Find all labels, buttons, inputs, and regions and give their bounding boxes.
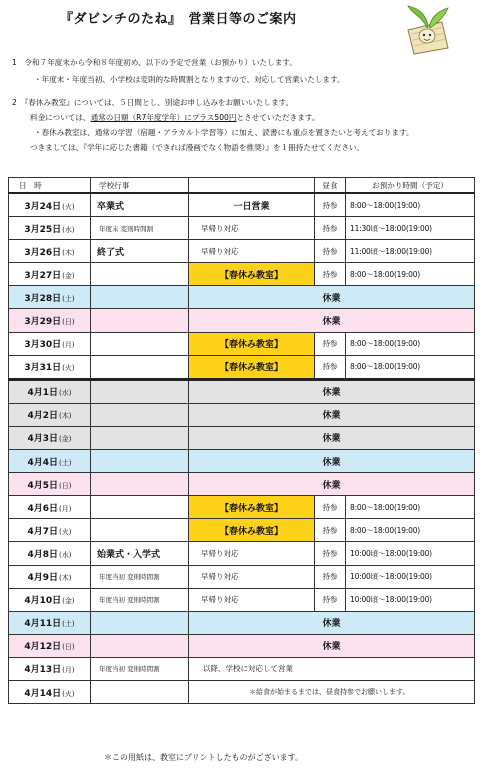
date-cell xyxy=(9,565,91,588)
hours-cell: 11:30頃～18:00(19:00) xyxy=(346,217,475,240)
school-event-cell: 年度末 変則時間割 xyxy=(91,217,189,240)
date-cell xyxy=(9,496,91,519)
header-lunch: 昼食 xyxy=(315,178,346,194)
date-cell xyxy=(9,240,91,263)
school-event-cell: 始業式・入学式 xyxy=(91,542,189,565)
operation-cell: 早帰り対応 xyxy=(189,588,315,611)
lunch-cell: 持参 xyxy=(315,355,346,379)
table-row xyxy=(9,657,475,680)
date-cell xyxy=(9,542,91,565)
weekday-text: (火) xyxy=(62,202,75,211)
table-row xyxy=(9,403,475,426)
weekday-text: (日) xyxy=(62,318,75,327)
date-text: 4月6日 xyxy=(27,503,59,514)
weekday-text: (火) xyxy=(59,527,72,536)
weekday-text: (土) xyxy=(62,294,75,303)
table-row xyxy=(9,217,475,240)
closed-cell: 休業 xyxy=(189,286,475,309)
hours-cell: 10:00頃～18:00(19:00) xyxy=(346,588,475,611)
school-event-cell: 年度当初 変則時間割 xyxy=(91,565,189,588)
table-row xyxy=(9,450,475,473)
date-text: 4月13日 xyxy=(24,665,62,676)
weekday-text: (水) xyxy=(62,225,75,234)
lunch-cell: 持参 xyxy=(315,193,346,217)
lunch-cell: 持参 xyxy=(315,263,346,286)
operation-cell: ＊給食が始まるまでは、昼食持参でお願いします。 xyxy=(189,680,475,703)
page-title: 『ダビンチのたね』 営業日等のご案内 xyxy=(60,12,297,27)
intro-item-2-note: ・春休み教室は、通常の学習（宿題・アラカルト学習等）に加え、読書にも重点を置きたいと考えております。 xyxy=(34,128,414,137)
date-cell xyxy=(9,426,91,449)
weekday-text: (金) xyxy=(62,271,75,280)
date-text: 4月9日 xyxy=(27,573,59,584)
lunch-cell: 持参 xyxy=(315,332,346,355)
school-event-cell xyxy=(91,496,189,519)
weekday-text: (水) xyxy=(59,550,72,559)
weekday-text: (金) xyxy=(59,435,72,444)
school-event-cell: 終了式 xyxy=(91,240,189,263)
school-event-cell xyxy=(91,611,189,634)
header-school-event: 学校行事 xyxy=(91,178,189,194)
weekday-text: (土) xyxy=(62,620,75,629)
table-row xyxy=(9,309,475,332)
spring-class-cell: 【春休み教室】 xyxy=(189,332,315,355)
fee-suffix: とさせていただきます。 xyxy=(236,113,320,122)
school-event-cell xyxy=(91,403,189,426)
hours-cell: 8:00～18:00(19:00) xyxy=(346,355,475,379)
date-cell xyxy=(9,450,91,473)
hours-cell: 8:00～18:00(19:00) xyxy=(346,193,475,217)
closed-cell: 休業 xyxy=(189,403,475,426)
weekday-text: (月) xyxy=(62,341,75,350)
hours-cell: 8:00～18:00(19:00) xyxy=(346,263,475,286)
operation-cell: 早帰り対応 xyxy=(189,565,315,588)
weekday-text: (月) xyxy=(62,666,75,675)
weekday-text: (木) xyxy=(62,248,75,257)
schedule-rows xyxy=(9,193,475,704)
date-cell xyxy=(9,379,91,403)
date-text: 4月10日 xyxy=(24,596,62,607)
weekday-text: (日) xyxy=(62,643,75,652)
spring-class-cell: 【春休み教室】 xyxy=(189,519,315,542)
spring-class-cell: 【春休み教室】 xyxy=(189,263,315,286)
closed-cell: 休業 xyxy=(189,426,475,449)
weekday-text: (木) xyxy=(59,412,72,421)
school-event-cell xyxy=(91,426,189,449)
table-row xyxy=(9,355,475,379)
weekday-text: (日) xyxy=(59,481,72,490)
school-event-cell xyxy=(91,309,189,332)
date-cell xyxy=(9,263,91,286)
header-hours: お預かり時間（予定） xyxy=(346,178,475,194)
intro-item-2-fee xyxy=(30,112,319,124)
date-cell xyxy=(9,217,91,240)
date-cell xyxy=(9,657,91,680)
table-row xyxy=(9,496,475,519)
table-row xyxy=(9,240,475,263)
hours-cell: 10:00頃～18:00(19:00) xyxy=(346,565,475,588)
date-cell xyxy=(9,634,91,657)
date-cell xyxy=(9,588,91,611)
lunch-cell: 持参 xyxy=(315,542,346,565)
date-text: 3月26日 xyxy=(24,247,62,258)
date-text: 3月29日 xyxy=(24,317,62,328)
date-text: 4月1日 xyxy=(27,388,59,399)
table-row xyxy=(9,426,475,449)
closed-cell: 休業 xyxy=(189,309,475,332)
closed-cell: 休業 xyxy=(189,450,475,473)
table-row xyxy=(9,473,475,496)
header-date: 日 時 xyxy=(9,178,91,194)
lunch-cell: 持参 xyxy=(315,496,346,519)
intro-item-1-note: ・年度末・年度当初、小学校は変則的な時間割となりますので、対応して営業いたします。 xyxy=(34,75,345,84)
header-operation xyxy=(189,178,315,194)
weekday-text: (土) xyxy=(59,458,72,467)
seed-sprout-icon xyxy=(402,2,452,56)
school-event-cell xyxy=(91,634,189,657)
operation-cell: 一日営業 xyxy=(189,193,315,217)
school-event-cell xyxy=(91,379,189,403)
table-row xyxy=(9,286,475,309)
table-row xyxy=(9,680,475,703)
table-row xyxy=(9,634,475,657)
hours-cell: 11:00頃～18:00(19:00) xyxy=(346,240,475,263)
date-text: 4月14日 xyxy=(24,688,62,699)
weekday-text: (金) xyxy=(62,597,75,606)
lunch-cell: 持参 xyxy=(315,565,346,588)
table-row xyxy=(9,542,475,565)
date-text: 3月25日 xyxy=(24,224,62,235)
table-row xyxy=(9,379,475,403)
table-row xyxy=(9,519,475,542)
date-cell xyxy=(9,611,91,634)
date-cell xyxy=(9,309,91,332)
date-text: 3月28日 xyxy=(24,293,62,304)
date-cell xyxy=(9,519,91,542)
date-cell xyxy=(9,193,91,217)
closed-cell: 休業 xyxy=(189,379,475,403)
footer-note: ＊この用紙は、教室にプリントしたものがございます。 xyxy=(104,753,304,762)
weekday-text: (水) xyxy=(59,389,72,398)
date-text: 4月3日 xyxy=(27,434,59,445)
date-text: 4月4日 xyxy=(27,457,59,468)
date-text: 3月30日 xyxy=(24,340,62,351)
table-row xyxy=(9,611,475,634)
school-event-cell: 年度当初 変則時間割 xyxy=(91,657,189,680)
table-row xyxy=(9,193,475,217)
intro-item-2: 2 『春休み教室』については、５日間とし、別途お申し込みをお願いいたします。 xyxy=(12,98,294,107)
date-text: 4月7日 xyxy=(27,526,59,537)
date-text: 4月11日 xyxy=(24,619,62,630)
closed-cell: 休業 xyxy=(189,634,475,657)
closed-cell: 休業 xyxy=(189,611,475,634)
lunch-cell: 持参 xyxy=(315,588,346,611)
date-text: 4月12日 xyxy=(24,642,62,653)
hours-cell: 10:00頃～18:00(19:00) xyxy=(346,542,475,565)
school-event-cell xyxy=(91,473,189,496)
operation-cell: 早帰り対応 xyxy=(189,542,315,565)
spring-class-cell: 【春休み教室】 xyxy=(189,496,315,519)
table-row xyxy=(9,263,475,286)
hours-cell: 8:00～18:00(19:00) xyxy=(346,496,475,519)
date-text: 4月5日 xyxy=(27,480,59,491)
weekday-text: (火) xyxy=(62,689,75,698)
date-cell xyxy=(9,680,91,703)
school-event-cell xyxy=(91,332,189,355)
closed-cell: 休業 xyxy=(189,473,475,496)
hours-cell: 8:00～18:00(19:00) xyxy=(346,519,475,542)
school-event-cell xyxy=(91,519,189,542)
school-event-cell xyxy=(91,680,189,703)
table-header-row xyxy=(9,178,475,194)
school-event-cell xyxy=(91,450,189,473)
operation-cell: 早帰り対応 xyxy=(189,240,315,263)
fee-label: 料金については、 xyxy=(30,113,91,122)
school-event-cell xyxy=(91,286,189,309)
operation-cell: 早帰り対応 xyxy=(189,217,315,240)
date-cell xyxy=(9,403,91,426)
table-row xyxy=(9,588,475,611)
weekday-text: (木) xyxy=(59,574,72,583)
lunch-cell: 持参 xyxy=(315,217,346,240)
lunch-cell: 持参 xyxy=(315,240,346,263)
school-event-cell: 卒業式 xyxy=(91,193,189,217)
operation-cell: 以降、学校に対応して営業 xyxy=(189,657,475,680)
lunch-cell: 持参 xyxy=(315,519,346,542)
date-text: 3月27日 xyxy=(24,270,62,281)
fee-amount: 通常の日額（R7年度学年）にプラス500円 xyxy=(90,113,237,122)
schedule-table xyxy=(8,177,475,704)
spring-class-cell: 【春休み教室】 xyxy=(189,355,315,379)
date-text: 4月2日 xyxy=(27,411,59,422)
school-event-cell xyxy=(91,355,189,379)
date-cell xyxy=(9,332,91,355)
table-row xyxy=(9,332,475,355)
date-text: 3月31日 xyxy=(24,363,62,374)
date-text: 4月8日 xyxy=(27,549,59,560)
date-text: 3月24日 xyxy=(24,201,62,212)
school-event-cell xyxy=(91,263,189,286)
intro-item-1: 1 令和７年度末から令和８年度初め、以下の予定で営業（お預かり）いたします。 xyxy=(12,58,297,67)
weekday-text: (月) xyxy=(59,504,72,513)
date-cell xyxy=(9,473,91,496)
table-row xyxy=(9,565,475,588)
date-cell xyxy=(9,286,91,309)
school-event-cell: 年度当初 変則時間割 xyxy=(91,588,189,611)
intro-item-2-books: つきましては、『学年に応じた書籍（できれば漫画でなく物語を推奨）』を１冊持たせてください。 xyxy=(30,143,365,152)
hours-cell: 8:00～18:00(19:00) xyxy=(346,332,475,355)
date-cell xyxy=(9,355,91,379)
weekday-text: (火) xyxy=(62,364,75,373)
